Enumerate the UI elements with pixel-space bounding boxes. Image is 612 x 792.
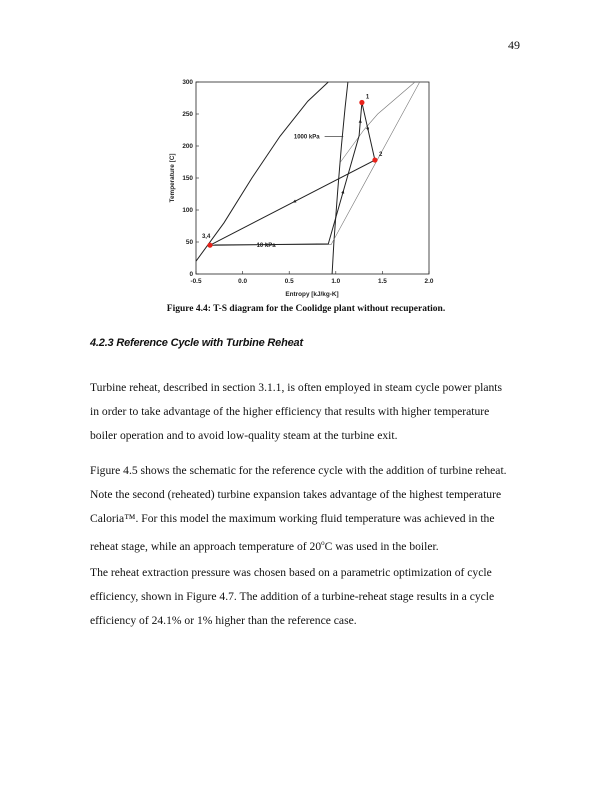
cycle-arrow — [341, 190, 344, 194]
paragraph-1 — [90, 376, 530, 448]
state-point-label: 1 — [365, 94, 370, 101]
ts-diagram-figure — [160, 70, 460, 302]
paragraph-1-line: boiler operation and to avoid low-quality steam at the turbine exit. — [90, 429, 398, 442]
series-line-2 — [341, 82, 416, 162]
degree-superscript: o — [321, 539, 325, 547]
paragraph-3-line: The reheat extraction pressure was chosen based on a parametric optimization of cycle — [90, 566, 492, 579]
x-axis-label: Entropy [kJ/kg-K] — [285, 291, 339, 298]
y-tick-label: 100 — [182, 207, 193, 215]
series-line-0 — [196, 82, 328, 261]
y-tick-label: 50 — [185, 239, 193, 247]
y-tick-label: 200 — [182, 143, 193, 151]
annotation-10kpa: 10 kPa — [256, 243, 276, 250]
paragraph-3-line: efficiency of 24.1% or 1% higher than the reference case. — [90, 614, 357, 627]
y-axis-label: Temperature [C] — [169, 153, 176, 203]
series-line-3 — [215, 82, 420, 245]
figure-caption: Figure 4.4: T-S diagram for the Coolidge plant without recuperation. — [166, 304, 446, 314]
text-run: reheat stage, while an approach temperature of 20 — [90, 539, 322, 553]
paragraph-1-line: Turbine reheat, described in section 3.1.1, is often employed in steam cycle power plants — [90, 381, 503, 394]
x-tick-label: 1.0 — [331, 278, 341, 285]
x-tick-label: 0.0 — [238, 278, 248, 285]
section-heading: 4.2.3 Reference Cycle with Turbine Reheat — [90, 337, 303, 349]
paragraph-2-line: Figure 4.5 shows the schematic for the reference cycle with the addition of turbine reheat. — [90, 464, 507, 477]
data-series — [196, 82, 420, 274]
x-tick-label: 1.5 — [377, 278, 387, 285]
axis-ticks — [182, 79, 434, 285]
state-point-marker — [372, 157, 377, 162]
paragraph-3-line: efficiency, shown in Figure 4.7. The addition of a turbine-reheat stage results in a cycle — [90, 590, 495, 603]
series-line-4 — [210, 103, 375, 246]
paragraph-2 — [90, 459, 530, 559]
paragraph-2-line: Caloria™. For this model the maximum working fluid temperature was achieved in the — [90, 512, 495, 525]
state-point-marker — [207, 243, 212, 248]
page-number: 49 — [508, 38, 520, 52]
annotation-1000kpa: 1000 kPa — [293, 134, 320, 141]
text-run: C was used in the boiler. — [324, 539, 439, 553]
paragraph-2-line — [90, 531, 530, 559]
state-points — [201, 94, 383, 250]
y-tick-label: 300 — [182, 79, 193, 87]
state-point-label: 2 — [378, 152, 383, 159]
paragraph-1-line: in order to take advantage of the higher efficiency that results with higher temperature — [90, 405, 490, 418]
x-tick-label: -0.5 — [190, 278, 202, 285]
y-tick-label: 150 — [182, 175, 193, 183]
state-point-label: 3,4 — [201, 234, 211, 241]
paragraph-3 — [90, 561, 530, 633]
paragraph-2-line: Note the second (reheated) turbine expansion takes advantage of the highest temperature — [90, 488, 502, 501]
y-tick-label: 0 — [189, 271, 193, 279]
x-tick-label: 0.5 — [284, 278, 294, 285]
ts-diagram-svg — [160, 70, 460, 302]
x-tick-label: 2.0 — [424, 278, 434, 285]
state-point-marker — [359, 100, 364, 105]
y-tick-label: 250 — [182, 111, 193, 119]
